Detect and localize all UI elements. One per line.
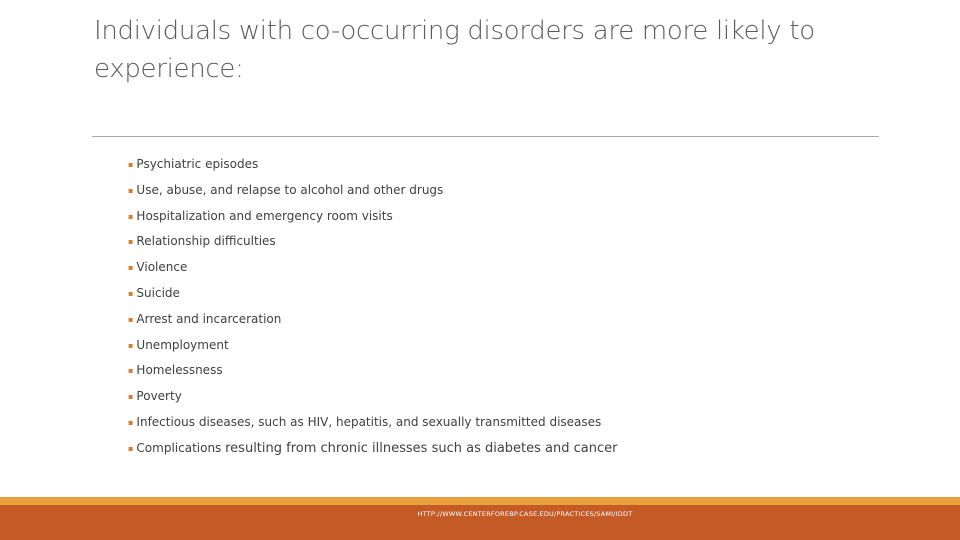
bullet-item [128,359,618,385]
bullet-text: Psychiatric episodes [136,157,259,171]
bullet-item [128,437,618,463]
bullet-item [128,411,618,437]
bullet-item [128,230,618,256]
square-bullet-icon: ▪ [128,288,134,298]
square-bullet-icon: ▪ [128,211,134,221]
square-bullet-icon: ▪ [128,366,134,376]
footer-url: HTTP://WWW.CENTERFOREBP.CASE.EDU/PRACTICES/SAMI/IDDT [417,510,633,518]
bullet-text: Suicide [136,285,180,300]
bullet-text: Hospitalization and emergency room visits [136,208,393,223]
square-bullet-icon: ▪ [128,417,134,427]
square-bullet-icon: ▪ [128,185,134,195]
slide-title: Individuals with co-occurring disorders are more likely to experience: [94,16,815,84]
bullet-text: Poverty [136,389,182,404]
bullet-item [128,282,618,308]
title-divider [92,136,879,137]
bullet-text: Infectious diseases, such as HIV, hepatitis, and sexually transmitted diseases [136,414,602,429]
bullet-item [128,256,618,282]
square-bullet-icon: ▪ [128,237,134,247]
square-bullet-icon: ▪ [128,443,134,453]
bullet-list [128,153,618,463]
bullet-text: Relationship difficulties [136,234,276,249]
square-bullet-icon: ▪ [128,314,134,324]
bullet-item [128,205,618,231]
square-bullet-icon: ▪ [128,340,134,350]
square-bullet-icon: ▪ [128,392,134,402]
bullet-item [128,179,618,205]
bullet-text: Arrest and incarceration [136,311,282,326]
bullet-text: Use, abuse, and relapse to alcohol and other drugs [136,182,444,197]
bullet-text: Violence [136,260,188,275]
bullet-item [128,308,618,334]
bullet-text-rest: resulting from chronic illnesses such as diabetes and cancer [225,440,618,456]
footer-accent-stripe [0,497,960,505]
square-bullet-icon: ▪ [128,263,134,273]
bullet-item [128,334,618,360]
bullet-item [128,385,618,411]
bullet-text: Homelessness [136,363,223,378]
bullet-item [128,153,618,179]
square-bullet-icon: ▪ [128,160,134,169]
bullet-text-prefix: Complications [136,440,226,455]
bullet-text: Unemployment [136,337,229,352]
